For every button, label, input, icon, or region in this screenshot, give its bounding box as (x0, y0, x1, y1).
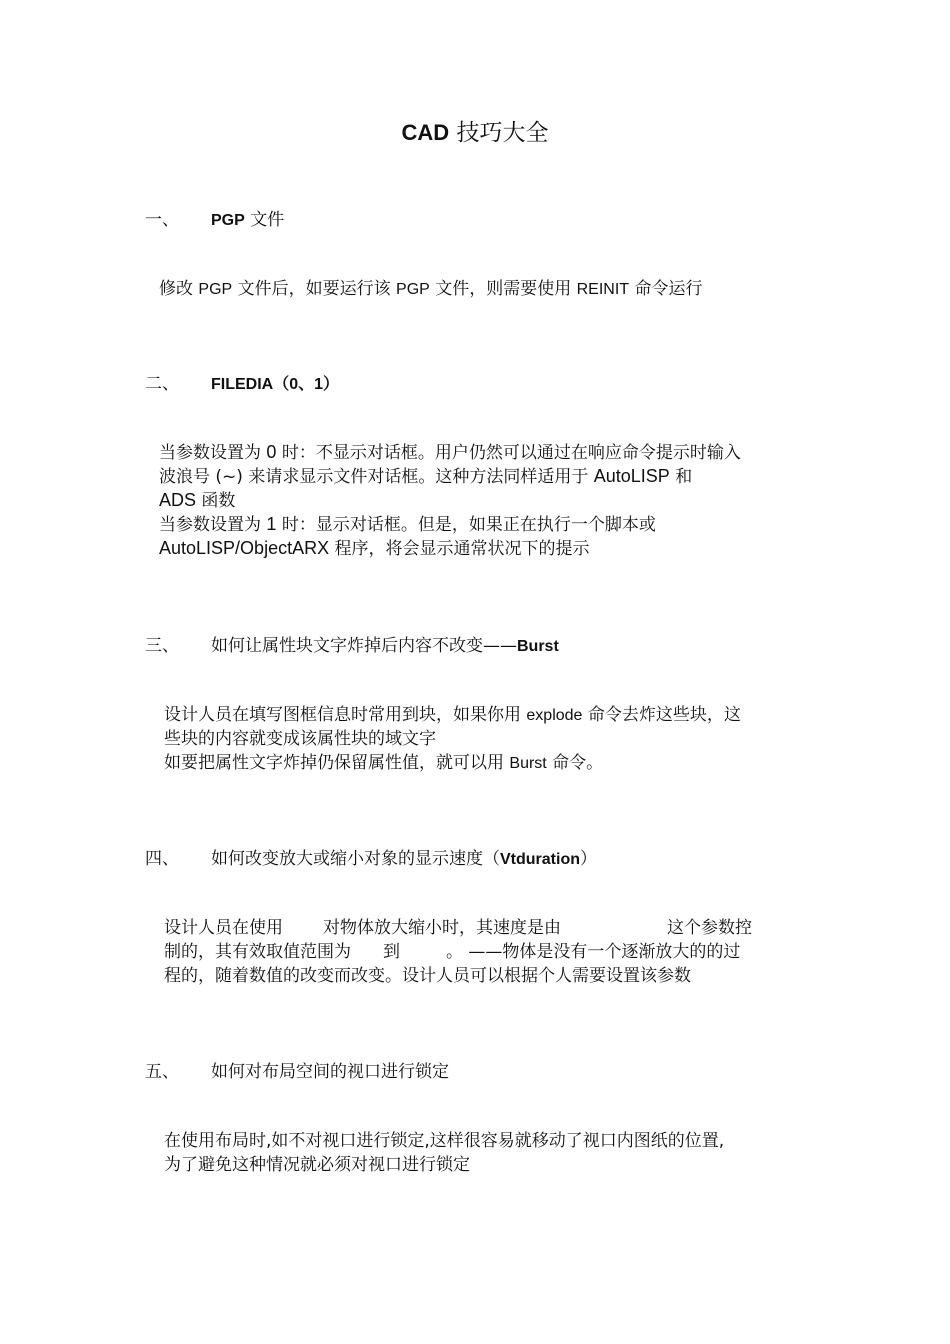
text-run: 当参数设置为 (159, 443, 267, 463)
section-3-heading-latin: Burst (517, 638, 559, 655)
section-3-number: 三、 (145, 636, 179, 656)
title-cjk: 技巧大全 (449, 120, 549, 146)
section-2-heading-latin: FILEDIA（0、1） (211, 376, 340, 393)
section-3-line-1 (164, 703, 741, 727)
text-run: 修改 (159, 279, 199, 299)
section-4-heading-end: ） (580, 849, 597, 869)
section-4-number: 四、 (145, 849, 179, 869)
text-run: Burst (509, 755, 547, 772)
text-run: PGP (396, 281, 430, 298)
text-run: REINIT (576, 281, 630, 298)
section-3-heading (145, 634, 559, 659)
text-run: 和 (669, 467, 693, 487)
text-run: 时：不显示对话框。用户仍然可以通过在响应命令提示时输入 (276, 443, 741, 463)
section-5-number: 五、 (145, 1062, 179, 1082)
text-run: 函数 (196, 491, 236, 511)
section-3-line-2: 些块的内容就变成该属性块的域文字 (164, 729, 436, 749)
text-run: 1 (266, 514, 277, 534)
section-1-heading-cjk: 文件 (244, 210, 285, 230)
section-5-line-2: 为了避免这种情况就必须对视口进行锁定 (164, 1155, 470, 1175)
section-4-line-3: 程的，随着数值的改变而改变。设计人员可以根据个人需要设置该参数 (164, 966, 691, 986)
section-5-body (164, 1129, 724, 1177)
section-5-heading-cjk: 如何对布局空间的视口进行锁定 (211, 1062, 449, 1082)
text-run: ADS (159, 490, 197, 510)
section-4-heading-latin: Vtduration (500, 851, 580, 868)
text-run: 制的，其有效取值范围为 (164, 942, 351, 962)
section-1-heading-latin: PGP (211, 212, 245, 229)
text-run: 波浪号 (~) 来请求显示文件对话框。这种方法同样适用于 (159, 467, 594, 487)
text-run: 这个参数控 (667, 918, 752, 938)
text-run: 如要把属性文字炸掉仍保留属性值，就可以用 (164, 753, 510, 773)
text-run: 文件后，如要运行该 (232, 279, 397, 299)
section-2-line-5 (159, 536, 741, 560)
text-run: 0 (266, 442, 277, 462)
section-4-body (164, 916, 752, 988)
text-run: 到 (383, 942, 400, 962)
section-1-heading (145, 208, 284, 233)
text-run: 命令去炸这些块，这 (582, 705, 741, 725)
section-2-line-3 (159, 488, 741, 512)
section-3-line-3 (164, 751, 741, 775)
text-run: PGP (198, 281, 233, 298)
text-run: 。 ——物体是没有一个逐渐放大的的过 (446, 942, 741, 962)
text-run: 命令。 (546, 753, 604, 773)
section-4-heading (145, 847, 597, 872)
text-run: 对物体放大缩小时，其速度是由 (323, 918, 561, 938)
section-5-line-1: 在使用布局时,如不对视口进行锁定,这样很容易就移动了视口内图纸的位置, (164, 1131, 725, 1151)
title-latin: CAD (401, 120, 450, 145)
section-2-heading (145, 372, 339, 397)
section-2-line-4 (159, 512, 741, 536)
section-1-body (159, 277, 702, 301)
text-run: explode (526, 707, 583, 724)
section-3-heading-cjk: 如何让属性块文字炸掉后内容不改变—— (211, 636, 517, 656)
section-4-line-2 (164, 940, 752, 964)
text-run: 程序，将会显示通常状况下的提示 (329, 539, 590, 559)
text-run: 当参数设置为 (159, 515, 267, 535)
section-1-number: 一、 (145, 210, 179, 230)
section-5-heading (145, 1060, 449, 1084)
section-4-line-1 (164, 916, 752, 940)
section-2-line-2 (159, 464, 741, 488)
text-run: AutoLISP (593, 466, 670, 486)
section-2-body (159, 440, 741, 560)
text-run: 时：显示对话框。但是，如果正在执行一个脚本或 (276, 515, 656, 535)
text-run: 设计人员在填写图框信息时常用到块，如果你用 (164, 705, 527, 725)
section-2-line-1 (159, 440, 741, 464)
text-run: AutoLISP/ObjectARX (159, 538, 330, 558)
section-3-body (164, 703, 741, 775)
text-run: 设计人员在使用 (164, 918, 283, 938)
section-2-number: 二、 (145, 374, 179, 394)
section-1-line-1 (159, 277, 702, 301)
document-title (0, 116, 950, 150)
text-run: 文件，则需要使用 (429, 279, 577, 299)
section-4-heading-cjk: 如何改变放大或缩小对象的显示速度（ (211, 849, 500, 869)
text-run: 命令运行 (629, 279, 703, 299)
